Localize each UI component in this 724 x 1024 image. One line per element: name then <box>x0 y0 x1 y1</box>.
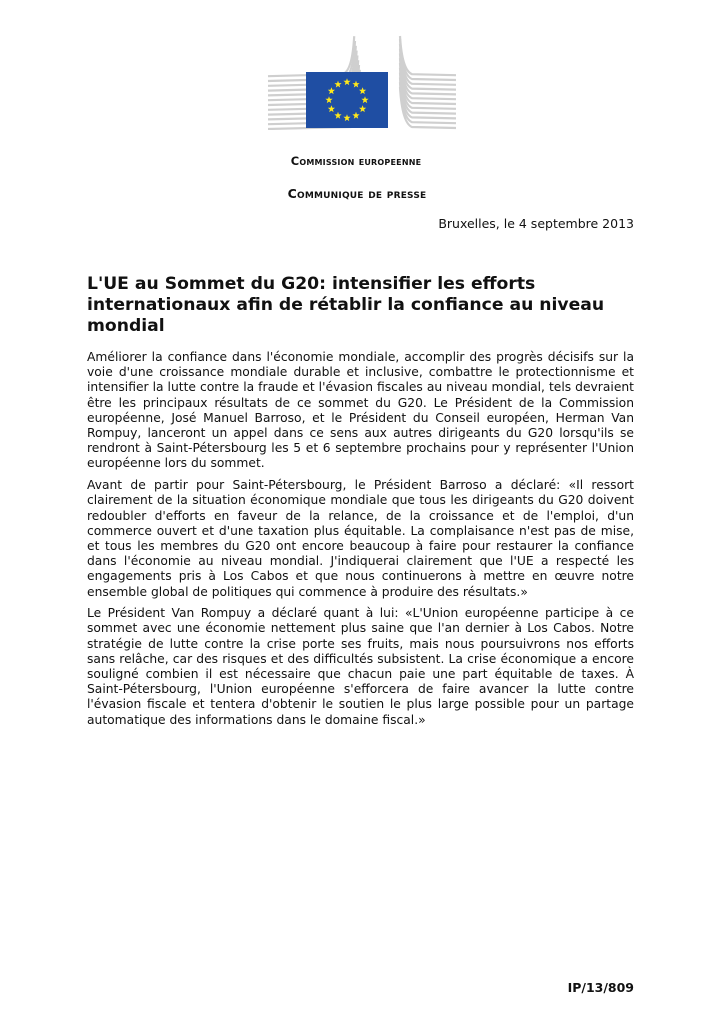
logo-line <box>268 36 354 76</box>
page-title: L'UE au Sommet du G20: intensifier les efforts internationaux afin de rétablir la confiance au niveau mondial <box>87 274 605 336</box>
paragraph: Améliorer la confiance dans l'économie mondiale, accomplir des progrès décisifs sur la voie d'une croissance mondiale durable et inclusive, combattre le protectionnisme et intensifier la lutte contre la fraude et l'évasion fiscales au niveau mondial, tels devraient être les principaux résultats de ce sommet du G20. Le Président de la Commission européenne, José Manuel Barroso, et le Président du Conseil européen, Herman Van Rompuy, lanceront un appel dans ce sens aux autres dirigeants du G20 lorsqu'ils se rendront à Saint-Pétersbourg les 5 et 6 septembre prochains pour y représenter l'Union européenne lors du sommet. <box>87 350 634 471</box>
document-type: Communique de presse <box>287 186 427 201</box>
logo-line <box>400 36 456 75</box>
press-body <box>87 350 634 734</box>
european-commission-logo <box>266 34 458 130</box>
press-reference: IP/13/809 <box>567 980 634 995</box>
organisation-name: Commission europeenne <box>290 154 422 168</box>
press-date: Bruxelles, le 4 septembre 2013 <box>438 216 634 231</box>
paragraph: Avant de partir pour Saint-Pétersbourg, le Président Barroso a déclaré: «Il ressort clairement de la situation économique mondiale que tous les dirigeants du G20 doivent redoubler d'efforts en faveur de la relance, de la croissance et de l'emploi, d'un commerce ouvert et d'une taxation plus équitable. La complaisance n'est pas de mise, et tous les membres du G20 ont encore beaucoup à faire pour restaurer la confiance dans l'économie au niveau mondial. J'indiquerai clairement que l'UE a respecté les engagements pris à Los Cabos et que nous continuerons à mettre en œuvre notre ensemble global de politiques qui commence à produire des résultats.» <box>87 478 634 599</box>
paragraph: Le Président Van Rompuy a déclaré quant à lui: «L'Union européenne participe à ce sommet avec une économie nettement plus saine que l'an dernier à Los Cabos. Notre stratégie de lutte contre la crise porte ses fruits, mais nous poursuivrons nos efforts sans relâche, car des risques et des difficultés subsistent. La crise économique a encore souligné combien il est nécessaire que chacun paie une part équitable de taxes. À Saint-Pétersbourg, l'Union européenne s'efforcera de faire avancer la lutte contre l'évasion fiscale et tentera d'obtenir le soutien le plus large possible pour un partage automatique des informations dans le domaine fiscal.» <box>87 606 634 727</box>
